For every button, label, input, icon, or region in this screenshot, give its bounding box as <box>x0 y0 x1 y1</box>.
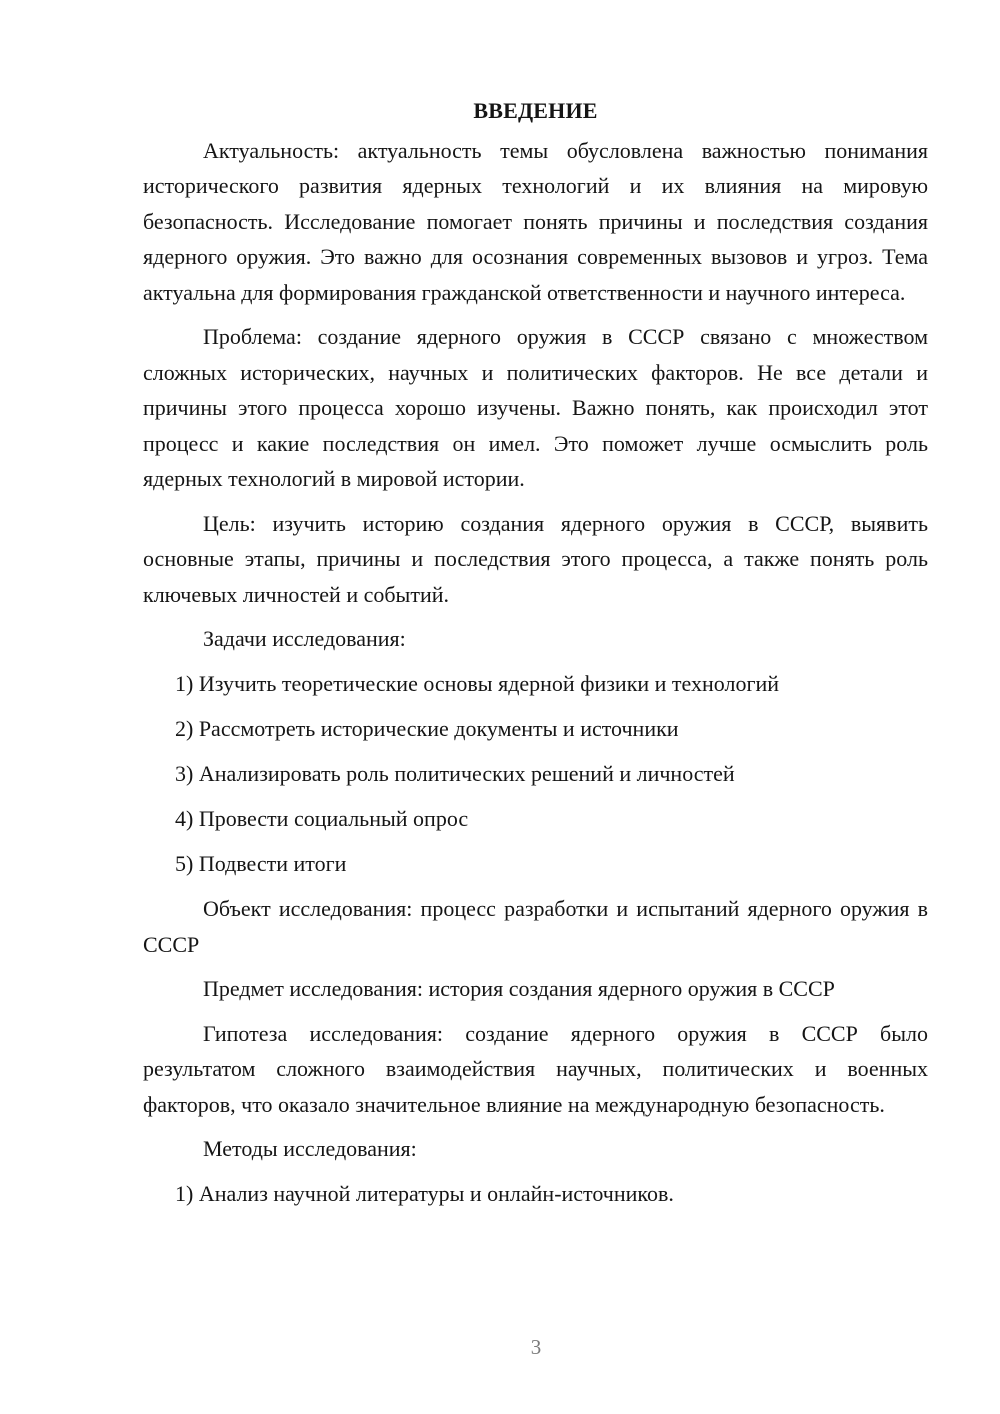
section-heading: ВВЕДЕНИЕ <box>473 98 598 123</box>
method-item: 1) Анализ научной литературы и онлайн-источников. <box>175 1181 674 1206</box>
subject-paragraph: Предмет исследования: история создания ядерного оружия в СССР <box>203 976 835 1001</box>
task-item: 1) Изучить теоретические основы ядерной физики и технологий <box>175 671 780 696</box>
methods-list <box>143 1176 928 1212</box>
object-paragraph: Объект исследования: процесс разработки и испытаний ядерного оружия в СССР <box>143 896 928 957</box>
page-number: 3 <box>530 1335 542 1359</box>
hypothesis-paragraph: Гипотеза исследования: создание ядерного оружия в СССР было результатом сложного взаимодействия научных, политических и военных факторов, что оказало значительное влияние на международную безопасность. <box>143 1020 928 1117</box>
problem-paragraph: Проблема: создание ядерного оружия в СССР связано с множеством сложных исторических, научных и политических факторов. Не все детали и причины этого процесса хорошо изучены. Важно понять, как происходил этот процесс и какие последствия он имел. Это поможет лучше осмыслить роль ядерных технологий в мировой истории. <box>143 324 928 491</box>
methods-label: Методы исследования: <box>203 1136 417 1161</box>
tasks-list <box>143 666 928 882</box>
page-content <box>143 93 928 1221</box>
task-item: 2) Рассмотреть исторические документы и источники <box>175 716 679 741</box>
task-item: 4) Провести социальный опрос <box>175 806 469 831</box>
relevance-paragraph: Актуальность: актуальность темы обусловлена важностью понимания исторического развития ядерных технологий и их влияния на мировую безопасность. Исследование помогает понять причины и последствия создания ядерного оружия. Это важно для осознания современных вызовов и угроз. Тема актуальна для формирования гражданской ответственности и научного интереса. <box>143 137 928 305</box>
goal-paragraph: Цель: изучить историю создания ядерного оружия в СССР, выявить основные этапы, причины и последствия этого процесса, а также понять роль ключевых личностей и событий. <box>143 510 928 607</box>
task-item: 3) Анализировать роль политических решений и личностей <box>175 761 735 786</box>
task-item: 5) Подвести итоги <box>175 851 347 876</box>
tasks-label: Задачи исследования: <box>203 626 406 651</box>
